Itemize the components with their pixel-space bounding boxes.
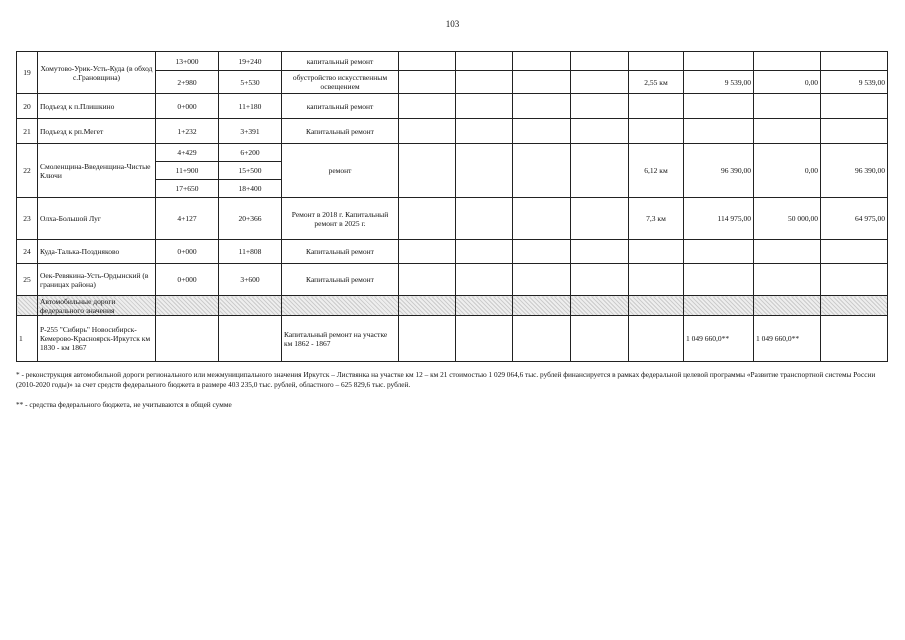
km-from: 0+000 [156, 240, 219, 264]
row-number: 24 [17, 240, 38, 264]
table-row [17, 94, 888, 119]
table-row [17, 119, 888, 144]
road-name: Олха-Большой Луг [38, 198, 156, 240]
page-number: 103 [445, 19, 460, 29]
footnote-2: ** - средства федерального бюджета, не учитываются в общей сумме [16, 400, 232, 409]
table-row [17, 264, 888, 296]
row-number: 19 [17, 52, 38, 94]
work-type: Капитальный ремонт [282, 240, 399, 264]
km-from: 1+232 [156, 119, 219, 144]
total-cost: 114 975,00 [684, 198, 754, 240]
section-title: Автомобильные дороги федерального значения [38, 296, 156, 316]
km-from: 0+000 [156, 94, 219, 119]
total-cost: 9 539,00 [684, 71, 754, 94]
regional-cost: 9 539,00 [821, 71, 888, 94]
km-to: 15+500 [219, 162, 282, 180]
length: 6,12 км [629, 144, 684, 198]
km-from: 4+429 [156, 144, 219, 162]
row-number: 20 [17, 94, 38, 119]
road-name: Смоленщина-Введенщина-Чистые Ключи [38, 144, 156, 198]
km-from: 11+900 [156, 162, 219, 180]
road-name: Подъезд к рп.Мегет [38, 119, 156, 144]
road-name: Оек-Ревякина-Усть-Ордынский (в границах района) [38, 264, 156, 296]
row-number: 22 [17, 144, 38, 198]
federal-cost: 0,00 [754, 144, 821, 198]
work-type: ремонт [282, 144, 399, 198]
table-row [17, 52, 888, 71]
row-number: 25 [17, 264, 38, 296]
table-row [17, 240, 888, 264]
footnote-1: * - реконструкция автомобильной дороги регионального или межмуниципального значения Иркутск – Листвянка на участке км 12 – км 21 стоимостью 1 029 064,6 тыс. рублей финансируется в рамках федеральной целевой программы «Развитие транспортной системы России (2010-2020 годы)» за счет средств федерального бюджета в размере 403 235,0 тыс. рублей, областного – 625 829,6 тыс. рублей. [16, 370, 876, 389]
km-to: 3+600 [219, 264, 282, 296]
work-type: капитальный ремонт [282, 52, 399, 71]
road-name: Хомутово-Урик-Усть-Куда (в обход с.Грановщина) [38, 52, 156, 94]
km-to: 20+366 [219, 198, 282, 240]
table-row [17, 144, 888, 162]
table-row [17, 198, 888, 240]
length: 7,3 км [629, 198, 684, 240]
km-to: 5+530 [219, 71, 282, 94]
row-number: 1 [17, 316, 38, 362]
km-to: 19+240 [219, 52, 282, 71]
total-cost: 96 390,00 [684, 144, 754, 198]
work-type: Капитальный ремонт на участке км 1862 - 1867 [282, 316, 399, 362]
table-row [17, 316, 888, 362]
federal-cost: 0,00 [754, 71, 821, 94]
road-name: Куда-Талька-Поздняково [38, 240, 156, 264]
work-type: Капитальный ремонт [282, 119, 399, 144]
work-type: Ремонт в 2018 г. Капитальный ремонт в 2025 г. [282, 198, 399, 240]
work-type: обустройство искусственным освещением [282, 71, 399, 94]
km-to: 6+200 [219, 144, 282, 162]
work-type: капитальный ремонт [282, 94, 399, 119]
regional-cost: 64 975,00 [821, 198, 888, 240]
federal-cost: 50 000,00 [754, 198, 821, 240]
total-cost: 1 049 660,0** [684, 316, 754, 362]
km-to: 3+391 [219, 119, 282, 144]
work-type: Капитальный ремонт [282, 264, 399, 296]
section-header-row [17, 296, 888, 316]
km-to: 11+180 [219, 94, 282, 119]
road-name: Р-255 "Сибирь" Новосибирск-Кемерово-Красноярск-Иркутск км 1830 - км 1867 [38, 316, 156, 362]
km-from: 4+127 [156, 198, 219, 240]
km-from: 2+980 [156, 71, 219, 94]
federal-cost: 1 049 660,0** [754, 316, 821, 362]
km-to: 18+400 [219, 180, 282, 198]
road-works-table [16, 51, 888, 362]
km-from: 17+650 [156, 180, 219, 198]
km-from: 13+000 [156, 52, 219, 71]
row-number: 21 [17, 119, 38, 144]
length: 2,55 км [629, 71, 684, 94]
km-to: 11+808 [219, 240, 282, 264]
regional-cost: 96 390,00 [821, 144, 888, 198]
km-from: 0+000 [156, 264, 219, 296]
road-name: Подъезд к п.Плишкино [38, 94, 156, 119]
row-number: 23 [17, 198, 38, 240]
